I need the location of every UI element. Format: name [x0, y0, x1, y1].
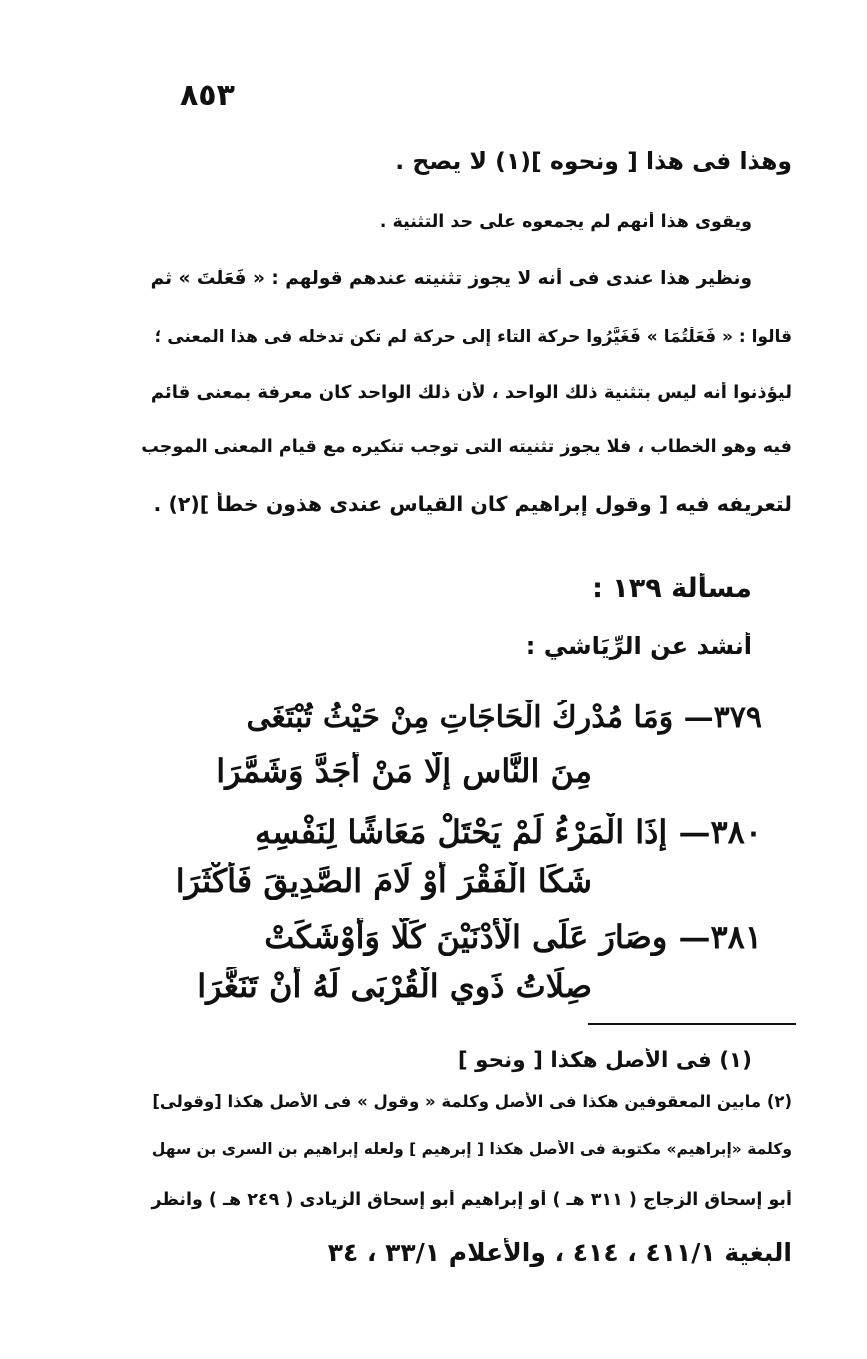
footnote-2-line-2: وكلمة «إبراهيم» مكتوبة فى الأصل هكذا [ إبرهيم ] ولعله إبراهيم بن السرى بن سهل [151, 1140, 792, 1158]
footnote-divider [588, 1023, 796, 1025]
body-line-2: ويقوى هذا أنهم لم يجمعوه على حد التثنية . [379, 212, 752, 232]
intro-line: أنشد عن الرِّيَاشي : [525, 632, 752, 660]
verse-379-second: مِنَ النَّاسِ إِلَّا مَنْ أَجَدَّ وَشَمَّرَا [216, 752, 592, 790]
verse-379-first: ٣٧٩— وَمَا مُدْرِكُ الْحَاجَاتِ مِنْ حَيْثُ تُبْتَغَى [246, 700, 762, 735]
verse-380-first: ٣٨٠— إِذَا الْمَرْءُ لَمْ يَحْتَلْ مَعَاشًا لِنَفْسِهِ [255, 813, 762, 851]
body-line-7: لتعريفه فيه [ وقول إبراهيم كان القياس عندى هذون خطأ ](٢) . [153, 492, 792, 516]
section-heading: مسألة ١٣٩ : [592, 573, 752, 604]
body-line-6: فيه وهو الخطاب ، فلا يجوز تثنيته التى توجب تنكيره مع قيام المعنى الموجب [141, 437, 792, 457]
body-line-4: قالوا : « فَعَلْتُمَا » فَغَيَّرُوا حركة التاء إلى حركة لم تكن تدخله فى هذا المعنى ؛ [154, 327, 792, 347]
body-line-1: وهذا فى هذا [ ونحوه ](١) لا يصح . [395, 147, 792, 175]
footnote-1: (١) فى الأصل هكذا [ ونحو ] [457, 1048, 752, 1073]
verse-380-second: شَكَا الْفَقْرَ أَوْ لَامَ الصَّدِيقَ فَأَكْثَرَا [175, 862, 592, 900]
footnote-2-line-4: البغية ٤١١/١ ، ٤١٤ ، والأعلام ٣٣/١ ، ٣٤ [327, 1238, 792, 1267]
body-line-3: ونظير هذا عندى فى أنه لا يجوز تثنيته عندهم قولهم : « فَعَلْتَ » ثم [150, 268, 752, 289]
footnote-2-line-1: (٢) مابين المعقوفين هكذا فى الأصل وكلمة « وقول » فى الأصل هكذا [وقولى] [152, 1092, 792, 1111]
body-line-5: ليؤذنوا أنه ليس بتثنية ذلك الواحد ، لأن ذلك الواحد كان معرفة بمعنى قائم [150, 382, 792, 403]
verse-381-second: صِلَاتُ ذَوِي الْقُرْبَى لَهُ أَنْ تَنَغَّرَا [197, 967, 592, 1005]
page-number: ٨٥٣ [180, 78, 235, 113]
footnote-2-line-3: أبو إسحاق الزجاج ( ٣١١ هـ ) أو إبراهيم أبو إسحاق الزيادى ( ٢٤٩ هـ ) وانظر [151, 1190, 792, 1210]
verse-381-first: ٣٨١— وصَارَ عَلَى الْأَدْنَيْنَ كَلًّا وَأَوْشَكَتْ [264, 918, 762, 956]
